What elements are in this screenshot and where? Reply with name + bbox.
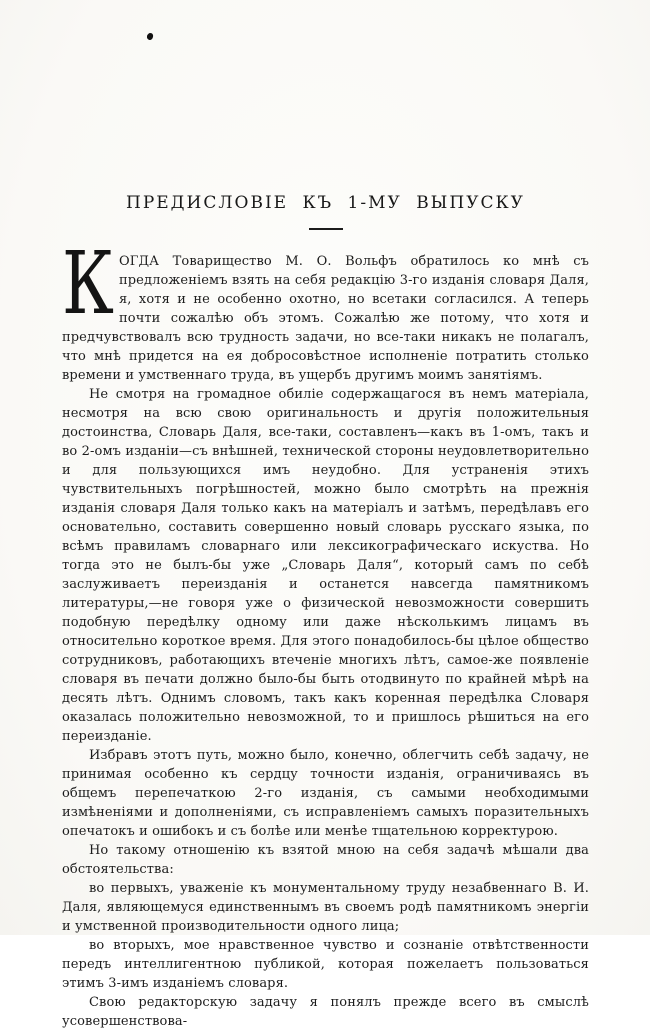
paragraph-2: Не смотря на громадное обиліе содержащагося въ немъ матеріала, несмотря на всю свою оригинальность и другія положительныя достоинства, Словарь Даля, все-таки, составленъ—какъ въ 1-омъ, такъ и во 2-омъ изданіи—съ внѣшней, технической стороны неудовлетворительно и для пользующихся имъ неудобно. Для устраненія этихъ чувствительныхъ погрѣшностей, можно было смотрѣть на прежнія изданія словаря Даля только какъ на матеріалъ и затѣмъ, передѣлавъ его основательно, составить совершенно новый словарь русскаго языка, по всѣмъ правиламъ словарнаго или лексикографическаго искуства. Но тогда это не былъ-бы уже „Словарь Даля“, который самъ по себѣ заслуживаетъ переизданія и останется навсегда памятникомъ литературы,—не говоря уже о физической невозможности совершить подобную передѣлку одному или даже нѣсколькимъ лицамъ въ относительно короткое время. Для этого понадобилось-бы цѣлое общество сотрудниковъ, работающихъ втеченіе многихъ лѣтъ, самое-же появленіе словаря въ печати должно было-бы быть отодвинуто по крайней мѣрѣ на десять лѣтъ. Однимъ словомъ, такъ какъ коренная передѣлка Словаря оказалась положительно невозможной, то и пришлось рѣшиться на его переизданіе.: [62, 387, 589, 744]
page-title: ПРЕДИСЛОВІЕ КЪ 1-МУ ВЫПУСКУ: [126, 193, 525, 213]
ink-speck-mark: [146, 32, 153, 40]
paragraph-7: Свою редакторскую задачу я понялъ прежде всего въ смыслѣ усовершенствова-: [62, 995, 589, 1029]
paragraph-1-text: ОГДА Товарищество М. О. Вольфъ обратилось ко мнѣ съ предложеніемъ взять на себя редакцію 3-го изданія словаря Даля, я, хотя и не особенно охотно, но всетаки согласился. А теперь почти сожалѣю объ этомъ. Сожалѣю же потому, что хотя и предчувствовалъ всю трудность задачи, но все-таки никакъ не полагалъ, что мнѣ придется на ея добросовѣстное исполненіе потратить столько времени и умственнаго труда, въ ущербъ другимъ моимъ занятіямъ.: [62, 254, 589, 383]
text-block: [62, 193, 589, 1031]
drop-cap-letter: К: [62, 234, 115, 334]
paragraph-1: [62, 234, 589, 385]
body-text: [62, 234, 589, 1031]
paragraph-5-firstly: во первыхъ, уваженіе къ монументальному труду незабвеннаго В. И. Даля, являющемуся единственнымъ въ своемъ родѣ памятникомъ энергіи и умственной производительности одного лица;: [62, 881, 589, 934]
title-divider: [309, 228, 343, 230]
paragraph-3: Избравъ этотъ путь, можно было, конечно, облегчить себѣ задачу, не принимая особенно къ сердцу точности изданія, ограничиваясь въ общемъ перепечаткою 2-го изданія, съ самыми необходимыми измѣненіями и дополненіями, съ исправленіемъ самыхъ поразительныхъ опечатокъ и ошибокъ и съ болѣе или менѣе тщательною корректурою.: [62, 748, 589, 839]
paragraph-6-secondly: во вторыхъ, мое нравственное чувство и сознаніе отвѣтственности передъ интеллигентною публикой, которая пожелаетъ пользоваться этимъ 3-имъ изданіемъ словаря.: [62, 938, 589, 991]
paragraph-4: Но такому отношенію къ взятой мною на себя задачѣ мѣшали два обстоятельства:: [62, 843, 589, 877]
